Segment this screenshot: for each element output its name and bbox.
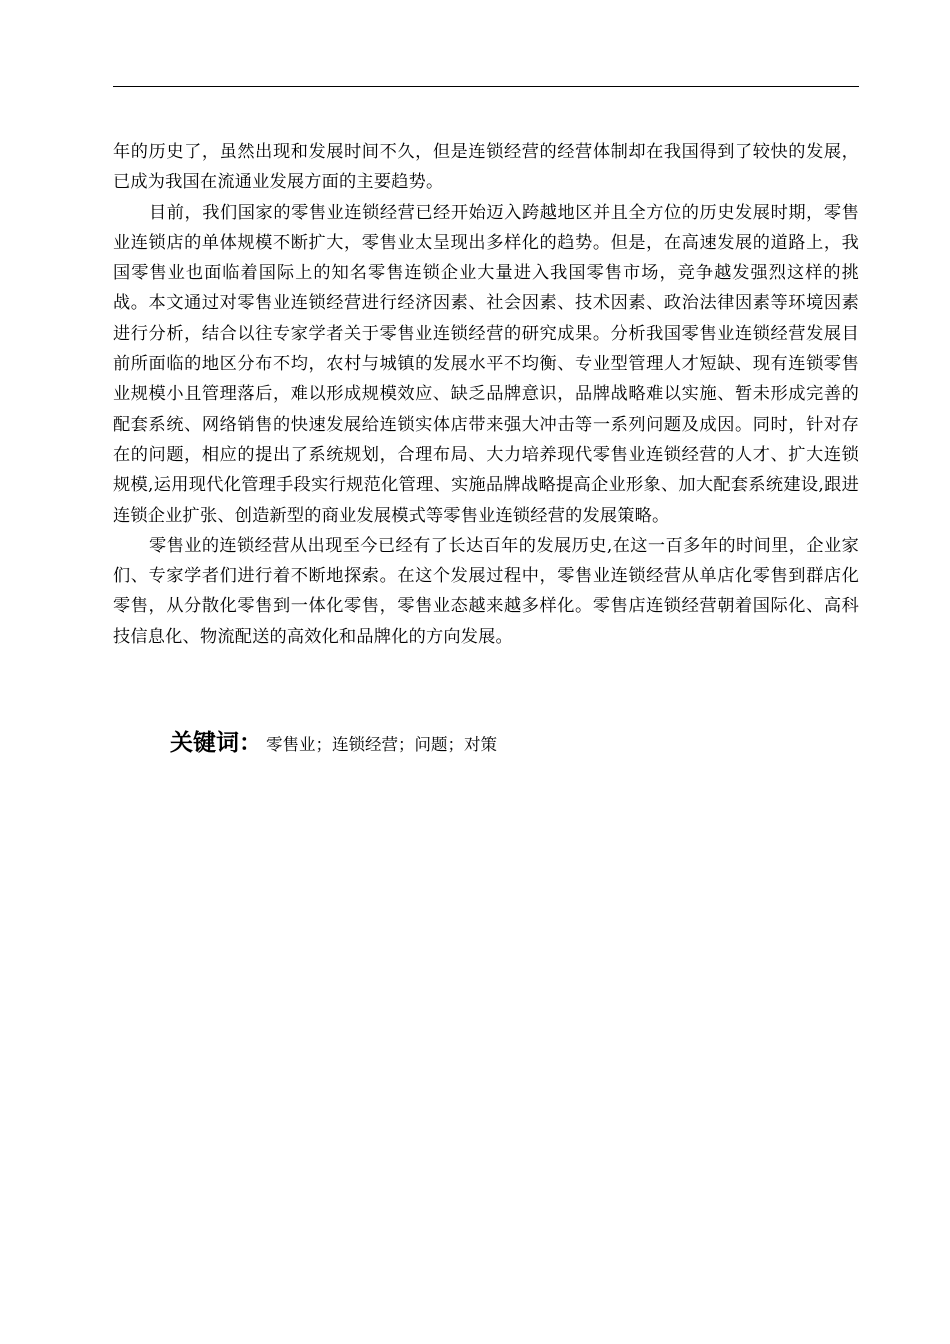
keywords-label: 关键词： <box>170 730 262 756</box>
abstract-body <box>113 137 859 652</box>
keywords-line <box>170 724 497 757</box>
header-rule <box>113 86 859 87</box>
paragraph-current-status: 目前，我们国家的零售业连锁经营已经开始迈入跨越地区并且全方位的历史发展时期，零售业连锁店的单体规模不断扩大，零售业太呈现出多样化的趋势。但是，在高速发展的道路上，我国零售业也面临着国际上的知名零售连锁企业大量进入我国零售市场，竞争越发强烈这样的挑战。本文通过对零售业连锁经营进行经济因素、社会因素、技术因素、政治法律因素等环境因素进行分析，结合以往专家学者关于零售业连锁经营的研究成果。分析我国零售业连锁经营发展目前所面临的地区分布不均，农村与城镇的发展水平不均衡、专业型管理人才短缺、现有连锁零售业规模小且管理落后，难以形成规模效应、缺乏品牌意识，品牌战略难以实施、暂未形成完善的配套系统、网络销售的快速发展给连锁实体店带来强大冲击等一系列问题及成因。同时，针对存在的问题，相应的提出了系统规划，合理布局、大力培养现代零售业连锁经营的人才、扩大连锁规模,运用现代化管理手段实行规范化管理、实施品牌战略提高企业形象、加大配套系统建设,跟进连锁企业扩张、创造新型的商业发展模式等零售业连锁经营的发展策略。 <box>113 202 859 526</box>
paragraph-history: 零售业的连锁经营从出现至今已经有了长达百年的发展历史,在这一百多年的时间里，企业家们、专家学者们进行着不断地探索。在这个发展过程中，零售业连锁经营从单店化零售到群店化零售，从分散化零售到一体化零售，零售业态越来越多样化。零售店连锁经营朝着国际化、高科技信息化、物流配送的高效化和品牌化的方向发展。 <box>113 535 859 647</box>
paragraph-continuation: 年的历史了，虽然出现和发展时间不久，但是连锁经营的经营体制却在我国得到了较快的发展，已成为我国在流通业发展方面的主要趋势。 <box>113 142 859 193</box>
keywords-value: 零售业；连锁经营；问题；对策 <box>266 735 497 754</box>
